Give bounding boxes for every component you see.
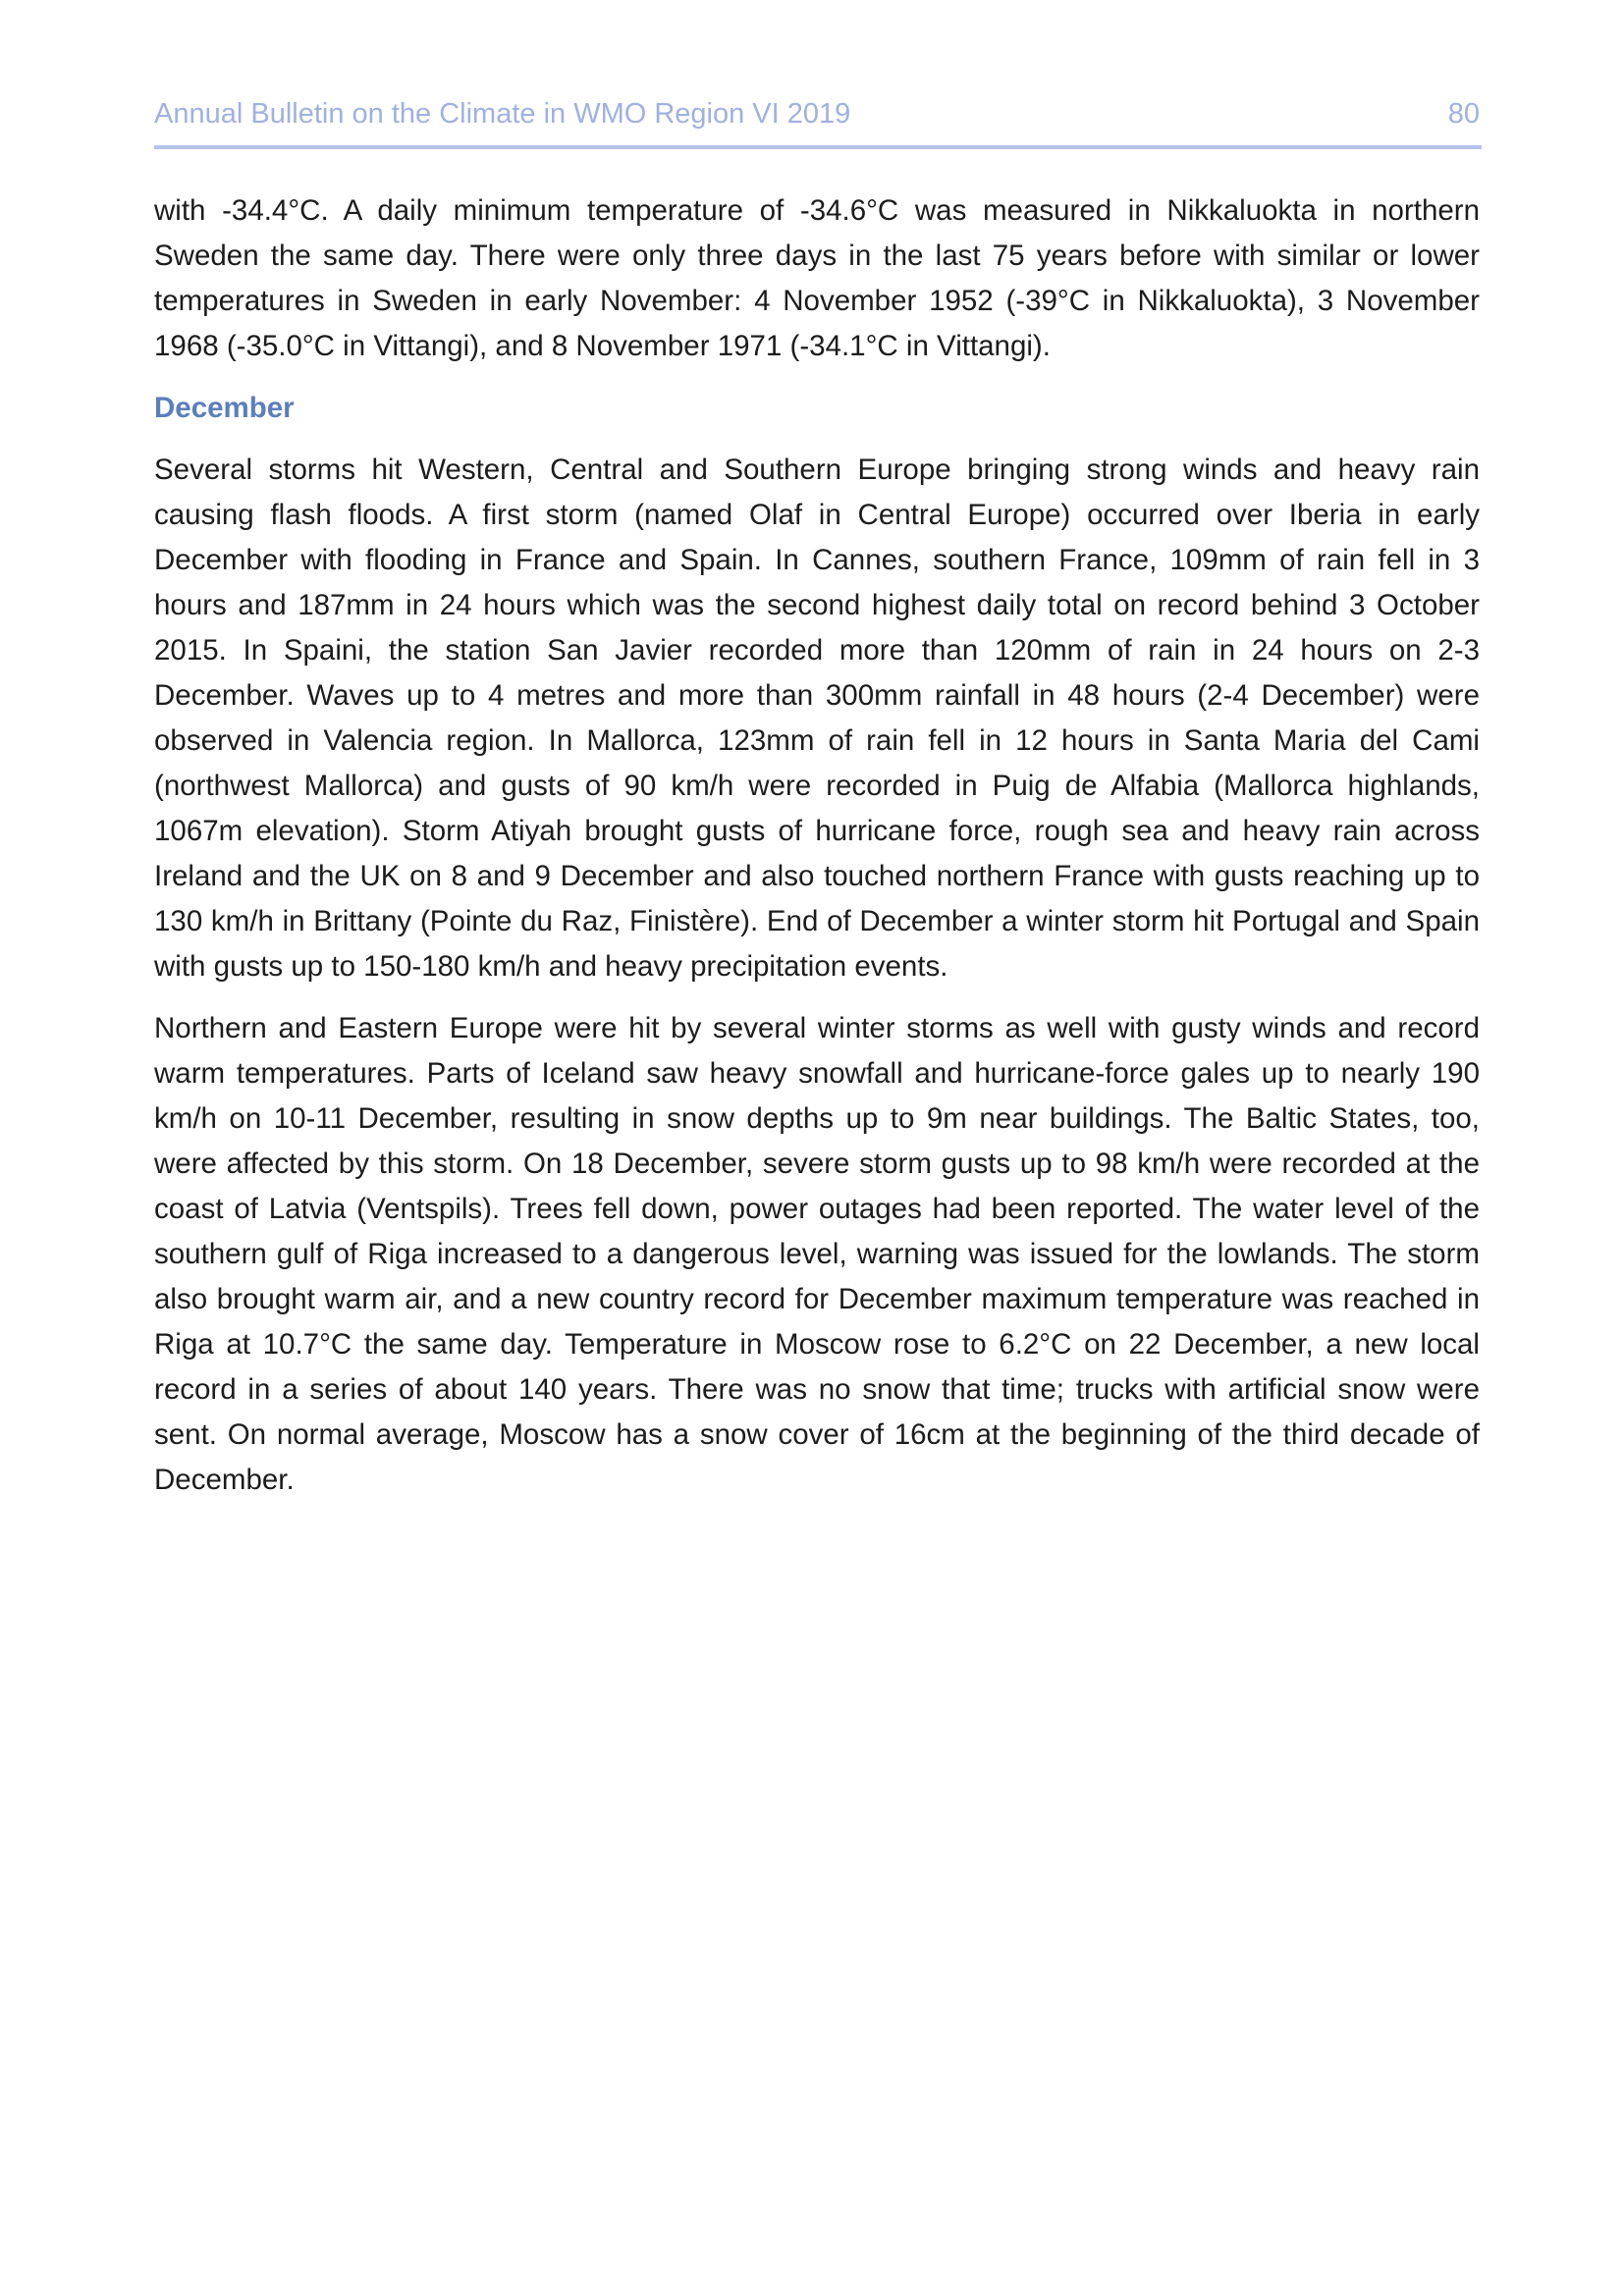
page-header	[154, 96, 1482, 149]
intro-paragraph: with -34.4°C. A daily minimum temperature of -34.6°C was measured in Nikkaluokta in northern Sweden the same day. There were only three days in the last 75 years before with similar or lower temperatures in Sweden in early November: 4 November 1952 (-39°C in Nikkaluokta), 3 November 1968 (-35.0°C in Vittangi), and 8 November 1971 (-34.1°C in Vittangi).	[154, 194, 1480, 362]
running-title: Annual Bulletin on the Climate in WMO Region VI 2019	[154, 98, 851, 130]
december-paragraph-2: Northern and Eastern Europe were hit by several winter storms as well with gusty winds and record warm temperatures. Parts of Iceland saw heavy snowfall and hurricane-force gales up to nearly 190 km/h on 10-11 December, resulting in snow depths up to 9m near buildings. The Baltic States, too, were affected by this storm. On 18 December, severe storm gusts up to 98 km/h were recorded at the coast of Latvia (Ventspils). Trees fell down, power outages had been reported. The water level of the southern gulf of Riga increased to a dangerous level, warning was issued for the lowlands. The storm also brought warm air, and a new country record for December maximum temperature was reached in Riga at 10.7°C the same day. Temperature in Moscow rose to 6.2°C on 22 December, a new local record in a series of about 140 years. There was no snow that time; trucks with artificial snow were sent. On normal average, Moscow has a snow cover of 16cm at the beginning of the third decade of December.	[154, 1012, 1480, 1496]
december-paragraph-1: Several storms hit Western, Central and Southern Europe bringing strong winds and heavy rain causing flash floods. A first storm (named Olaf in Central Europe) occurred over Iberia in early December with flooding in France and Spain. In Cannes, southern France, 109mm of rain fell in 3 hours and 187mm in 24 hours which was the second highest daily total on record behind 3 October 2015. In Spaini, the station San Javier recorded more than 120mm of rain in 24 hours on 2-3 December. Waves up to 4 metres and more than 300mm rainfall in 48 hours (2-4 December) were observed in Valencia region. In Mallorca, 123mm of rain fell in 12 hours in Santa Maria del Cami (northwest Mallorca) and gusts of 90 km/h were recorded in Puig de Alfabia (Mallorca highlands, 1067m elevation). Storm Atiyah brought gusts of hurricane force, rough sea and heavy rain across Ireland and the UK on 8 and 9 December and also touched northern France with gusts reaching up to 130 km/h in Brittany (Pointe du Raz, Finistère). End of December a winter storm hit Portugal and Spain with gusts up to 150-180 km/h and heavy precipitation events.	[154, 454, 1480, 983]
section-heading: December	[154, 392, 295, 424]
page-number: 80	[1447, 98, 1480, 130]
page-content	[154, 188, 1480, 1503]
